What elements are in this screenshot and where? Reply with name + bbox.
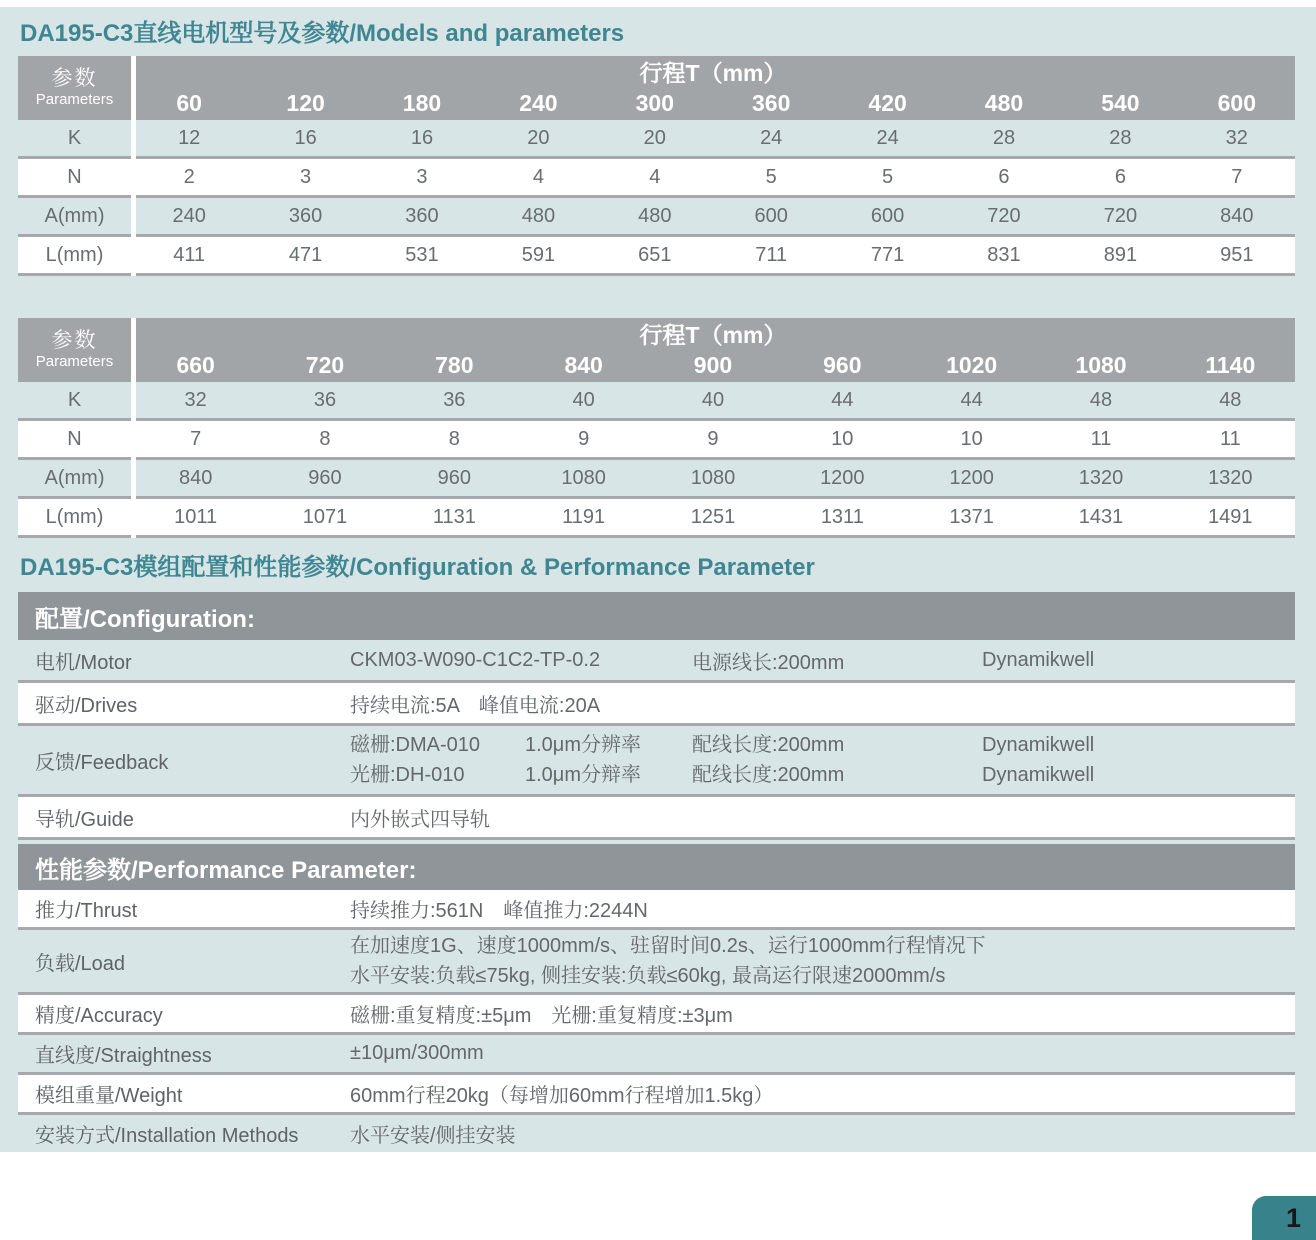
value-cell: 600 xyxy=(870,204,905,227)
row-values xyxy=(350,894,1295,923)
value-cell: 8 xyxy=(319,427,331,450)
performance-header-bar xyxy=(18,844,1295,890)
value-cell: 44 xyxy=(960,388,983,411)
value-cell: 891 xyxy=(1103,243,1138,266)
feedback-resolution: 1.0μm分辩率 xyxy=(525,764,641,786)
table1-header xyxy=(18,56,1295,120)
load-limits: 水平安装:负载≤75kg, 侧挂安装:负载≤60kg, 最高运行限速2000mm/s xyxy=(350,965,946,987)
value-cell: 651 xyxy=(638,243,672,266)
weight-value: 60mm行程20kg（每增加60mm行程增加1.5kg） xyxy=(350,1085,774,1107)
column-header: 780 xyxy=(435,351,474,378)
value-cell: 3 xyxy=(416,165,428,188)
column-header: 120 xyxy=(286,89,325,116)
perf-row-accuracy xyxy=(18,995,1295,1032)
table2-row-n xyxy=(18,421,1295,457)
value-cell: 5 xyxy=(765,165,777,188)
value-cell: 40 xyxy=(701,388,725,411)
column-header: 720 xyxy=(305,351,345,378)
configuration-header-label: 配置/Configuration: xyxy=(35,605,255,633)
column-header: 180 xyxy=(402,89,442,116)
stroke-header-label: 行程T（mm） xyxy=(639,60,787,86)
value-cell: 24 xyxy=(760,126,783,149)
models-table-1 xyxy=(18,56,1295,276)
value-cell: 4 xyxy=(532,165,544,188)
value-cell: 531 xyxy=(405,243,439,266)
value-cell: 1320 xyxy=(1078,466,1124,489)
table1-row-n xyxy=(18,159,1295,195)
value-cell: 10 xyxy=(960,427,983,450)
row-values xyxy=(131,159,1295,195)
column-header: 840 xyxy=(564,351,603,378)
value-cell: 36 xyxy=(443,388,466,411)
column-header: 480 xyxy=(984,89,1024,116)
value-cell: 32 xyxy=(184,388,207,411)
table2-row-a xyxy=(18,460,1295,496)
row-label: N xyxy=(67,165,82,188)
table1-row-k xyxy=(18,120,1295,156)
row-values xyxy=(350,1079,1295,1108)
row-label: 推力/Thrust xyxy=(35,900,138,922)
value-cell: 6 xyxy=(998,165,1010,188)
config-row-feedback xyxy=(18,726,1295,794)
config-row-guide xyxy=(18,797,1295,837)
value-cell: 771 xyxy=(870,243,905,266)
column-header: 600 xyxy=(1217,89,1256,116)
load-conditions: 在加速度1G、速度1000mm/s、驻留时间0.2s、运行1000mm行程情况下 xyxy=(350,935,986,957)
value-cell: 28 xyxy=(1109,126,1132,149)
configuration-header-bar xyxy=(18,592,1295,640)
installation-value: 水平安装/侧挂安装 xyxy=(350,1125,516,1147)
param-label-en: Parameters xyxy=(35,353,114,370)
motor-model: CKM03-W090-C1C2-TP-0.2 xyxy=(350,648,601,671)
value-cell: 9 xyxy=(707,427,719,450)
value-cell: 1080 xyxy=(690,466,736,489)
row-values xyxy=(350,646,1295,675)
value-cell: 1431 xyxy=(1078,505,1124,528)
table1-row-l xyxy=(18,237,1295,273)
config-row-motor xyxy=(18,640,1295,680)
column-header: 900 xyxy=(693,351,733,378)
value-cell: 10 xyxy=(831,427,854,450)
feedback-device: 光栅:DH-010 xyxy=(350,764,465,786)
row-values xyxy=(131,120,1295,156)
value-cell: 1491 xyxy=(1208,505,1253,528)
row-label: 导轨/Guide xyxy=(35,808,134,831)
row-values xyxy=(131,198,1295,234)
row-label: L(mm) xyxy=(45,243,104,266)
param-label-zh: 参数 xyxy=(51,67,98,90)
value-cell: 16 xyxy=(294,126,317,149)
row-values xyxy=(350,1042,1295,1065)
column-header: 660 xyxy=(176,351,215,378)
value-cell: 720 xyxy=(1103,204,1138,227)
row-values xyxy=(350,689,1295,718)
perf-row-weight xyxy=(18,1075,1295,1112)
config-section-title: DA195-C3模组配置和性能参数/Configuration & Performance Parameter xyxy=(20,554,815,581)
value-cell: 480 xyxy=(638,204,672,227)
perf-row-thrust xyxy=(18,890,1295,927)
feedback-line-optical xyxy=(350,760,1295,790)
value-cell: 2 xyxy=(183,165,195,188)
value-cell: 16 xyxy=(410,126,434,149)
row-label: 负载/Load xyxy=(35,952,126,975)
value-cell: 1080 xyxy=(561,466,606,489)
feedback-cable-length: 配线长度:200mm xyxy=(692,734,845,756)
motor-cable-length: 电源线长:200mm xyxy=(692,651,845,674)
column-header: 360 xyxy=(752,89,791,116)
table1-row-a xyxy=(18,198,1295,234)
value-cell: 951 xyxy=(1220,243,1254,266)
motor-brand: Dynamikwell xyxy=(982,648,1095,671)
value-cell: 48 xyxy=(1219,388,1242,411)
row-values xyxy=(131,460,1295,496)
table2-row-k xyxy=(18,382,1295,418)
value-cell: 600 xyxy=(754,204,788,227)
table2-column-headers xyxy=(131,348,1295,382)
row-values xyxy=(131,421,1295,457)
value-cell: 48 xyxy=(1089,388,1113,411)
column-header: 1140 xyxy=(1205,351,1256,378)
feedback-brand: Dynamikwell xyxy=(982,734,1095,756)
feedback-cable-length: 配线长度:200mm xyxy=(692,764,845,786)
accuracy-value: 磁栅:重复精度:±5μm 光栅:重复精度:±3μm xyxy=(350,1005,733,1027)
stroke-header-label: 行程T（mm） xyxy=(639,322,787,348)
value-cell: 7 xyxy=(190,427,202,450)
value-cell: 471 xyxy=(288,243,323,266)
value-cell: 1011 xyxy=(174,505,218,528)
value-cell: 411 xyxy=(173,243,206,266)
row-values xyxy=(131,237,1295,273)
table2-param-header-cell xyxy=(18,318,131,382)
row-label: 反馈/Feedback xyxy=(35,751,169,774)
row-values xyxy=(131,382,1295,418)
value-cell: 11 xyxy=(1219,427,1241,450)
value-cell: 40 xyxy=(572,388,595,411)
value-cell: 6 xyxy=(1114,165,1126,188)
value-cell: 20 xyxy=(527,126,550,149)
row-label: K xyxy=(67,126,82,149)
value-cell: 360 xyxy=(405,204,439,227)
row-label: 直线度/Straightness xyxy=(35,1045,212,1067)
perf-row-straightness xyxy=(18,1035,1295,1072)
value-cell: 20 xyxy=(643,126,666,149)
value-cell: 591 xyxy=(521,243,556,266)
row-label: A(mm) xyxy=(44,204,105,227)
value-cell: 1251 xyxy=(690,505,736,528)
models-section-title: DA195-C3直线电机型号及参数/Models and parameters xyxy=(20,20,625,47)
page-number-badge xyxy=(1252,1196,1316,1240)
param-label-zh: 参数 xyxy=(51,329,98,352)
value-cell: 12 xyxy=(178,126,201,149)
row-separator xyxy=(18,837,1295,840)
row-values xyxy=(350,931,1295,991)
value-cell: 960 xyxy=(437,466,471,489)
value-cell: 831 xyxy=(987,243,1021,266)
value-cell: 1191 xyxy=(562,505,606,528)
table1-column-headers xyxy=(131,86,1295,120)
config-row-drives xyxy=(18,683,1295,723)
straightness-value: ±10μm/300mm xyxy=(350,1042,484,1064)
perf-row-load xyxy=(18,930,1295,992)
value-cell: 960 xyxy=(308,466,342,489)
row-values xyxy=(350,999,1295,1028)
table2-row-l xyxy=(18,499,1295,535)
row-label: N xyxy=(67,427,82,450)
value-cell: 11 xyxy=(1090,427,1112,450)
column-header: 540 xyxy=(1101,89,1140,116)
value-cell: 1131 xyxy=(432,505,476,528)
column-header: 1080 xyxy=(1075,351,1127,378)
column-header: 60 xyxy=(176,89,202,116)
value-cell: 840 xyxy=(1220,204,1254,227)
column-header: 420 xyxy=(868,89,907,116)
performance-header-label: 性能参数/Performance Parameter: xyxy=(35,856,417,884)
row-values xyxy=(350,803,1295,832)
value-cell: 720 xyxy=(987,204,1021,227)
value-cell: 1311 xyxy=(820,505,864,528)
value-cell: 1200 xyxy=(820,466,865,489)
thrust-value: 持续推力:561N 峰值推力:2244N xyxy=(350,900,648,922)
table1-stroke-header-area xyxy=(131,56,1295,120)
value-cell: 32 xyxy=(1225,126,1248,149)
perf-row-installation xyxy=(18,1115,1295,1152)
value-cell: 8 xyxy=(448,427,460,450)
column-header: 1020 xyxy=(946,351,998,378)
row-separator xyxy=(18,535,1295,538)
feedback-resolution: 1.0μm分辨率 xyxy=(525,734,641,756)
row-label: 电机/Motor xyxy=(35,651,132,674)
row-label: 驱动/Drives xyxy=(35,694,138,717)
value-cell: 711 xyxy=(755,243,788,266)
value-cell: 360 xyxy=(288,204,323,227)
value-cell: 9 xyxy=(578,427,590,450)
row-label: K xyxy=(67,388,82,411)
row-separator xyxy=(18,273,1295,276)
guide-type: 内外嵌式四导轨 xyxy=(350,808,490,831)
row-values xyxy=(350,730,1295,790)
value-cell: 1200 xyxy=(949,466,994,489)
value-cell: 840 xyxy=(178,466,213,489)
table1-param-header-cell xyxy=(18,56,131,120)
value-cell: 240 xyxy=(172,204,206,227)
value-cell: 4 xyxy=(649,165,661,188)
row-label: L(mm) xyxy=(45,505,104,528)
table2-header xyxy=(18,318,1295,382)
feedback-line-magnetic xyxy=(350,730,1295,760)
page-number: 1 xyxy=(1286,1203,1302,1233)
table2-stroke-header-area xyxy=(131,318,1295,382)
column-header: 240 xyxy=(519,89,558,116)
column-header: 960 xyxy=(823,351,862,378)
row-label: 精度/Accuracy xyxy=(35,1005,163,1027)
value-cell: 5 xyxy=(882,165,894,188)
datasheet-page xyxy=(0,7,1316,1152)
value-cell: 3 xyxy=(300,165,312,188)
value-cell: 1320 xyxy=(1208,466,1253,489)
value-cell: 1071 xyxy=(302,505,348,528)
feedback-device: 磁栅:DMA-010 xyxy=(350,734,481,756)
row-label: A(mm) xyxy=(44,466,105,489)
row-label: 模组重量/Weight xyxy=(35,1085,183,1107)
row-values xyxy=(131,499,1295,535)
feedback-brand: Dynamikwell xyxy=(982,764,1095,786)
param-label-en: Parameters xyxy=(35,91,114,108)
value-cell: 480 xyxy=(521,204,556,227)
row-values xyxy=(350,1119,1295,1148)
column-header: 300 xyxy=(635,89,674,116)
value-cell: 36 xyxy=(313,388,337,411)
value-cell: 7 xyxy=(1231,165,1243,188)
value-cell: 44 xyxy=(831,388,854,411)
models-table-2 xyxy=(18,318,1295,538)
drives-current: 持续电流:5A 峰值电流:20A xyxy=(350,694,601,717)
row-label: 安装方式/Installation Methods xyxy=(35,1125,299,1147)
value-cell: 24 xyxy=(876,126,899,149)
value-cell: 28 xyxy=(992,126,1016,149)
value-cell: 1371 xyxy=(949,505,994,528)
